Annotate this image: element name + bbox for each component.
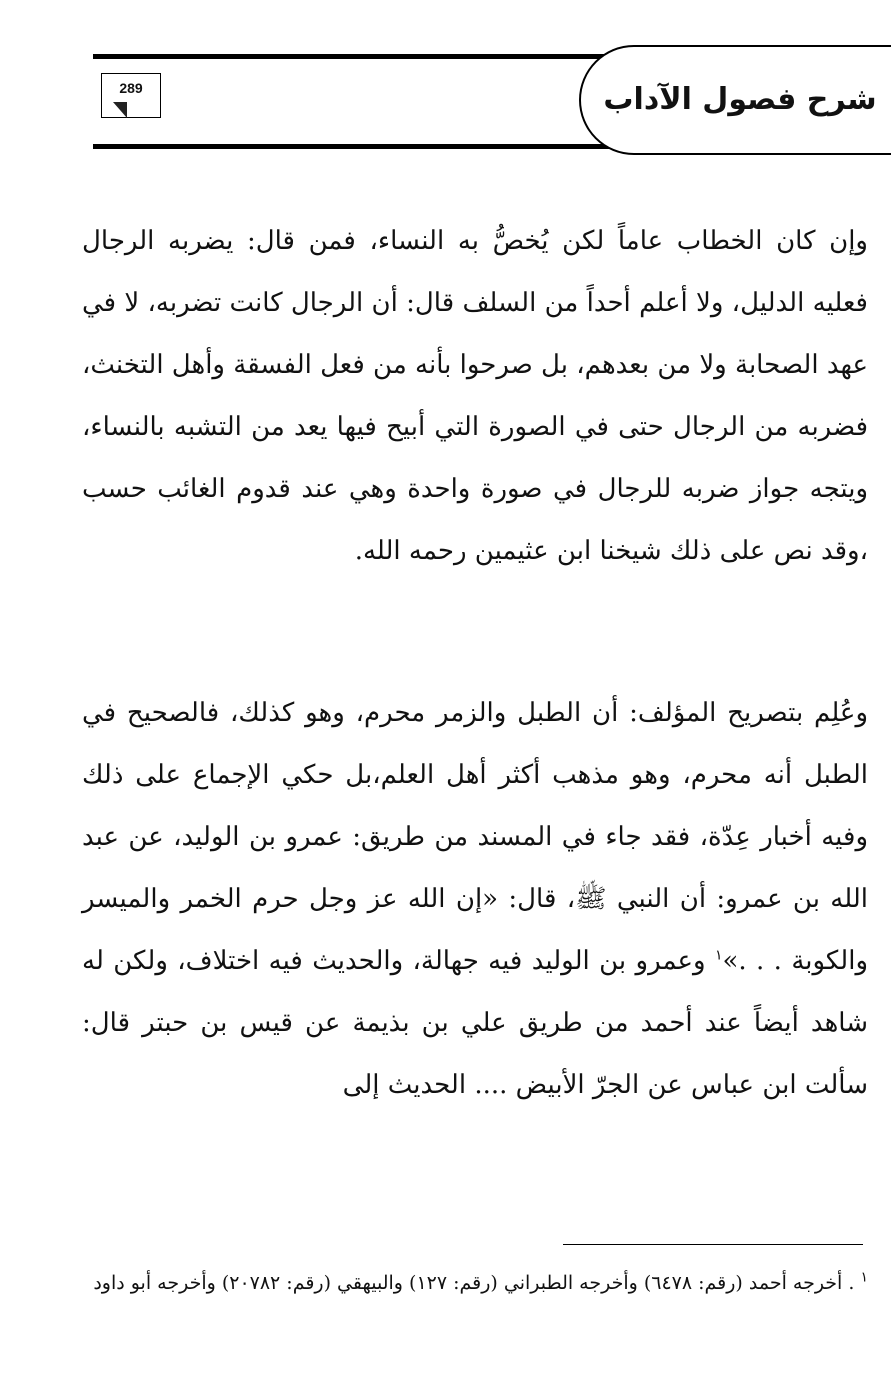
body-paragraph-2 (82, 682, 868, 1116)
footnote-reference: ١ (714, 947, 723, 964)
footnote-mark: ١ (860, 1269, 868, 1286)
footnote-1 (82, 1262, 868, 1304)
page-number-box (101, 73, 161, 118)
body-paragraph-1: وإن كان الخطاب عاماً لكن يُخصُّ به النساء، فمن قال: يضربه الرجال فعليه الدليل، ولا أعلم أحداً من السلف قال: أن الرجال كانت تضربه، لا في عهد الصحابة ولا من بعدهم، بل صرحوا بأنه من فعل الفسقة وأهل التخنث، فضربه من الرجال حتى في الصورة التي أبيح فيها يعد من التشبه بالنساء، ويتجه جواز ضربه للرجال في صورة واحدة وهي عند قدوم الغائب حسب ،وقد نص على ذلك شيخنا ابن عثيمين رحمه الله. (82, 226, 868, 566)
page-number: 289 (119, 80, 143, 96)
footnote-separator (563, 1244, 863, 1245)
paragraph-2-text-b: وعمرو بن الوليد فيه جهالة، والحديث فيه اختلاف، ولكن له شاهد أيضاً عند أحمد من طريق علي بن بذيمة عن قيس بن حبتر قال: سألت ابن عباس عن الجرّ الأبيض .... الحديث إلى (82, 946, 868, 1100)
page-corner-fold-icon (113, 102, 127, 118)
book-title: شرح فصول الآداب (603, 82, 877, 117)
footnote-text: . أخرجه أحمد (رقم: ٦٤٧٨) وأخرجه الطبراني (رقم: ١٢٧) والبيهقي (رقم: ٢٠٧٨٢) وأخرجه أبو داود (93, 1272, 855, 1294)
paragraph-2-text-a: وعُلِم بتصريح المؤلف: أن الطبل والزمر محرم، وهو كذلك، فالصحيح في الطبل أنه محرم، وهو مذهب أكثر أهل العلم،بل حكي الإجماع على ذلك وفيه أخبار عِدّة، فقد جاء في المسند من طريق: عمرو بن الوليد، عن عبد الله بن عمرو: أن النبي ﷺ، قال: «إن الله عز وجل حرم الخمر والميسر والكوبة . . .» (82, 698, 868, 976)
